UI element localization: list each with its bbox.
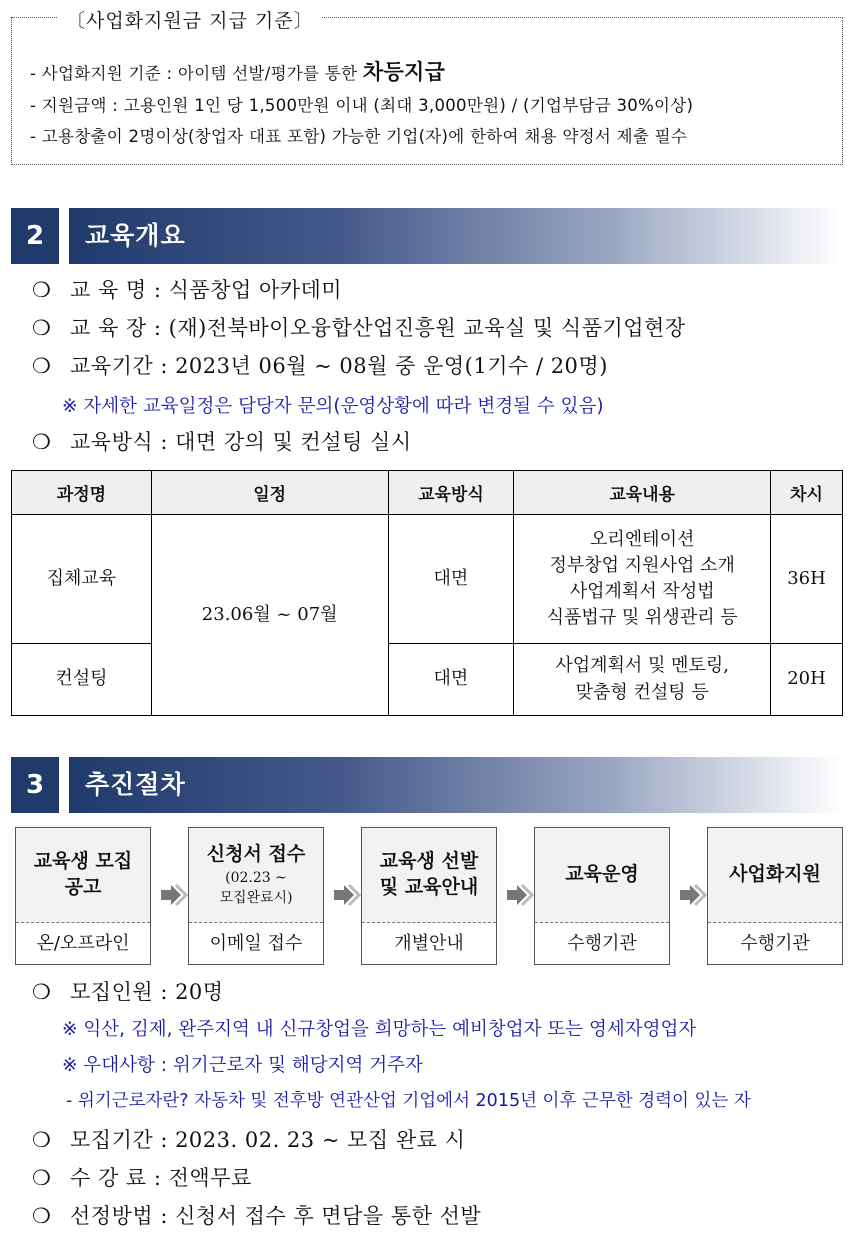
content-line: 식품법규 및 위생관리 등 [546, 607, 738, 629]
edu-method: 교육방식 : 대면 강의 및 컨설팅 실시 [70, 430, 412, 454]
schedule-note: ※ 자세한 교육일정은 담당자 문의(운영상황에 따라 변경될 수 있음) [62, 396, 604, 417]
preference-note: ※ 우대사항 : 위기근로자 및 해당지역 거주자 [62, 1055, 423, 1076]
criteria-emphasis: 차등지급 [362, 60, 446, 84]
bullet-icon: ❍ [32, 278, 52, 302]
process-step-select [361, 827, 497, 965]
step-title: 교육운영 [565, 863, 639, 886]
tuition: 수 강 료 : 전액무료 [70, 1166, 252, 1190]
schedule-cell: 23.06월 ~ 07월 [151, 515, 388, 716]
process-step-operate [534, 827, 670, 965]
bullet-icon: ❍ [32, 430, 52, 454]
step-title: 및 교육안내 [379, 876, 479, 898]
bullet-icon: ❍ [32, 1166, 52, 1190]
header-hours: 차시 [771, 471, 843, 515]
chevron-right-icon [332, 880, 362, 910]
edu-period-line [32, 350, 608, 380]
criteria-line-1 [30, 56, 445, 86]
step-channel: 개별안내 [394, 933, 464, 954]
step-title: 신청서 접수 [206, 842, 306, 865]
step-channel: 수행기관 [567, 933, 637, 954]
step-subtitle: 모집완료시) [219, 889, 293, 906]
method-cell: 대면 [388, 515, 514, 644]
step-title-box [16, 828, 150, 923]
step-title-box [535, 828, 669, 923]
edu-name: 교 육 명 : 식품창업 아카데미 [70, 278, 343, 302]
recruit-count: 모집인원 : 20명 [70, 980, 224, 1004]
hours-cell: 20H [771, 644, 843, 716]
content-line: 오리엔테이션 [590, 528, 695, 550]
step-title-box [708, 828, 842, 923]
chevron-right-icon [159, 880, 189, 910]
section-3-header [11, 757, 843, 813]
header-method: 교육방식 [388, 471, 514, 515]
criteria-title: 〔사업화지원금 지급 기준〕 [58, 6, 322, 33]
section-2-title: 교육개요 [85, 221, 186, 250]
bullet-icon: ❍ [32, 354, 52, 378]
content-line: 맞춤형 컨설팅 등 [575, 681, 709, 703]
header-course: 과정명 [12, 471, 152, 515]
method-cell: 대면 [388, 644, 514, 716]
header-schedule: 일정 [151, 471, 388, 515]
section-3-title: 추진절차 [85, 770, 186, 799]
edu-place: 교 육 장 : (재)전북바이오융합산업진흥원 교육실 및 식품기업현장 [70, 316, 686, 340]
edu-name-line [32, 274, 342, 304]
bullet-icon: ❍ [32, 1128, 52, 1152]
content-cell [514, 644, 771, 716]
selection-method-line [32, 1200, 481, 1230]
edu-period: 교육기간 : 2023년 06월 ~ 08월 중 운영(1기수 / 20명) [70, 354, 608, 378]
bullet-icon: ❍ [32, 316, 52, 340]
bullet-icon: ❍ [32, 980, 52, 1004]
edu-method-line [32, 426, 412, 456]
content-line: 사업계획서 및 멘토링, [555, 655, 730, 677]
table-row [12, 644, 843, 716]
step-channel: 온/오프라인 [36, 933, 130, 954]
course-name: 컨설팅 [12, 644, 152, 716]
chevron-right-icon [505, 880, 535, 910]
process-step-recruit [15, 827, 151, 965]
edu-place-line [32, 312, 686, 342]
chevron-right-icon [678, 880, 708, 910]
bullet-icon: ❍ [32, 1204, 52, 1228]
tuition-line [32, 1162, 252, 1192]
course-name: 집체교육 [12, 515, 152, 644]
step-title: 교육생 모집 [33, 850, 133, 873]
header-content: 교육내용 [514, 471, 771, 515]
hours-cell: 36H [771, 515, 843, 644]
step-title: 교육생 선발 [379, 850, 479, 873]
step-channel: 수행기관 [740, 933, 810, 954]
step-title: 공고 [64, 876, 102, 898]
criteria-line-2: - 지원금액 : 고용인원 1인 당 1,500만원 이내 (최대 3,000만원) / (기업부담금 30%이상) [30, 96, 694, 115]
selection-method: 선정방법 : 신청서 접수 후 면담을 통한 선발 [70, 1204, 482, 1228]
process-step-apply [188, 827, 324, 965]
table-header-row [12, 471, 843, 515]
step-subtitle: (02.23 ~ [225, 869, 287, 886]
process-step-support [707, 827, 843, 965]
eligibility-note: ※ 익산, 김제, 완주지역 내 신규창업을 희망하는 예비창업자 또는 영세자영업자 [62, 1019, 697, 1040]
table-row [12, 515, 843, 644]
curriculum-table [11, 470, 843, 716]
step-title-box [362, 828, 496, 923]
content-line: 사업계획서 작성법 [569, 581, 715, 602]
content-cell [514, 515, 771, 644]
section-2-number: 2 [11, 208, 59, 264]
section-3-number: 3 [11, 757, 59, 813]
section-2-bar [69, 208, 843, 264]
criteria-line-3: - 고용창출이 2명이상(창업자 대표 포함) 가능한 기업(자)에 한하여 채용 약정서 제출 필수 [30, 127, 688, 146]
crisis-worker-note: - 위기근로자란? 자동차 및 전후방 연관산업 기업에서 2015년 이후 근무한 경력이 있는 자 [66, 1091, 751, 1111]
recruit-count-line [32, 976, 224, 1006]
step-title-box [189, 828, 323, 923]
recruit-period: 모집기간 : 2023. 02. 23 ~ 모집 완료 시 [70, 1128, 466, 1152]
step-title: 사업화지원 [729, 863, 821, 886]
section-2-header [11, 208, 843, 264]
recruit-period-line [32, 1124, 465, 1154]
criteria-line-1-text: - 사업화지원 기준 : 아이템 선발/평가를 통한 [30, 64, 358, 83]
section-3-bar [69, 757, 843, 813]
content-line: 정부창업 지원사업 소개 [549, 554, 735, 576]
step-channel: 이메일 접수 [209, 933, 303, 954]
